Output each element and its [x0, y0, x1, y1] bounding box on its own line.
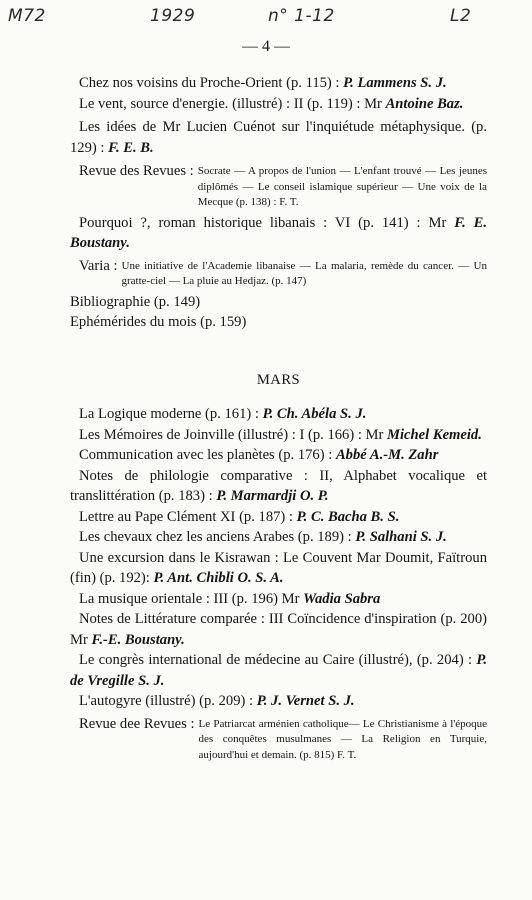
- contents-march-block: [70, 404, 487, 763]
- toc-entry: [70, 73, 487, 94]
- entry-author: P. C. Bacha B. S.: [296, 508, 400, 525]
- entry-title: Notes de Littérature comparée : III Coïncidence d'inspiration (p. 200) Mr: [70, 611, 487, 648]
- toc-entry: [70, 650, 487, 691]
- handwritten-annotation-year: 1929: [150, 6, 196, 26]
- entry-subjects: Socrate — A propos de l'union — L'enfant trouvé — Les jeunes diplômés — Le conseil islamique supérieur — Une voix de la Mecque (p. 138) : F. T.: [197, 165, 487, 208]
- revue-des-revues-entry: [70, 161, 487, 211]
- entry-author: Michel Kemeid.: [387, 426, 482, 443]
- entry-title: Chez nos voisins du Proche-Orient (p. 115) :: [79, 75, 344, 91]
- entry-label: Revue des Revues :: [79, 163, 194, 179]
- entry-author: Antoine Baz.: [385, 95, 464, 112]
- toc-entry: [70, 691, 487, 712]
- toc-entry: [70, 527, 487, 548]
- contents-february-block: [70, 73, 487, 333]
- toc-entry: [70, 404, 487, 425]
- entry-author: P. Marmardji O. P.: [216, 488, 329, 504]
- entry-author: P. de Vregille S. J.: [70, 652, 487, 689]
- entry-author: Wadia Sabra: [303, 590, 381, 607]
- toc-entry: [70, 609, 487, 650]
- section-heading-mars: MARS: [256, 372, 301, 388]
- entry-author: P. Lammens S. J.: [343, 75, 447, 91]
- entry-title: Une excursion dans le Kisrawan : Le Couvent Mar Doumit, Faïtroun (fin) (p. 192):: [70, 549, 487, 586]
- entry-label: Revue dee Revues :: [79, 715, 195, 732]
- toc-entry: [70, 589, 487, 610]
- entry-author: P. Ch. Abéla S. J.: [262, 406, 367, 422]
- entry-author: Abbé A.-M. Zahr: [335, 447, 439, 463]
- toc-entry: [70, 117, 487, 158]
- toc-entry: [70, 425, 487, 446]
- entry-title: Notes de philologie comparative : II, Alphabet vocalique et translittération (p. 183) :: [70, 467, 487, 504]
- entry-author: F.-E. Boustany.: [91, 631, 185, 648]
- toc-entry: [70, 94, 487, 115]
- entry-title: Lettre au Pape Clément XI (p. 187) :: [79, 508, 297, 525]
- page-number: — 4 —: [242, 38, 290, 55]
- entry-author: F. E. Boustany.: [70, 214, 488, 251]
- handwritten-annotation-volume: M72: [8, 6, 46, 26]
- entry-label: Varia :: [79, 257, 118, 274]
- entry-title: La Logique moderne (p. 161) :: [79, 406, 263, 422]
- toc-entry: [70, 466, 487, 507]
- ephemerides-entry: Ephémérides du mois (p. 159): [70, 314, 247, 330]
- entry-title: La musique orientale : III (p. 196) Mr: [79, 590, 304, 607]
- toc-entry: [70, 548, 487, 589]
- revue-des-revues-entry: [70, 714, 487, 764]
- entry-title: Communication avec les planètes (p. 176) :: [79, 447, 336, 463]
- toc-entry: [70, 507, 487, 528]
- handwritten-annotation-ref: L2: [450, 6, 472, 26]
- entry-title: L'autogyre (illustré) (p. 209) :: [79, 693, 257, 709]
- entry-title: Les chevaux chez les anciens Arabes (p. 189) :: [79, 529, 356, 545]
- toc-entry: [70, 445, 487, 466]
- varia-entry: [70, 256, 487, 290]
- entry-author: P. J. Vernet S. J.: [256, 693, 355, 709]
- entry-title: Les Mémoires de Joinville (illustré) : I (p. 166) : Mr: [79, 426, 388, 443]
- entry-author: P. Salhani S. J.: [355, 529, 447, 545]
- entry-author: F. E. B.: [108, 139, 154, 156]
- handwritten-annotation-issues: n° 1-12: [268, 6, 335, 26]
- entry-subjects: Une initiative de l'Academie libanaise — La malaria, remède du cancer. — Un gratte-ciel — La pluie au Hedjaz. (p. 147): [121, 259, 487, 287]
- entry-title: Pourquoi ?, roman historique libanais : VI (p. 141) : Mr: [79, 214, 455, 231]
- entry-title: Le vent, source d'energie. (illustré) : II (p. 119) : Mr: [79, 95, 386, 112]
- bibliography-entry: Bibliographie (p. 149): [70, 293, 201, 310]
- entry-subjects: Le Patriarcat arménien catholique— Le Christianisme à l'époque des conquêtes musulmanes — La Religion en Turquie, aujourd'hui et demain. (p. 815) F. T.: [198, 717, 487, 761]
- entry-title: Le congrès international de médecine au Caire (illustré), (p. 204) :: [79, 652, 477, 668]
- toc-entry: [70, 213, 487, 254]
- entry-author: P. Ant. Chibli O. S. A.: [153, 570, 284, 586]
- entry-title: Les idées de Mr Lucien Cuénot sur l'inquiétude métaphysique. (p. 129) :: [70, 119, 487, 156]
